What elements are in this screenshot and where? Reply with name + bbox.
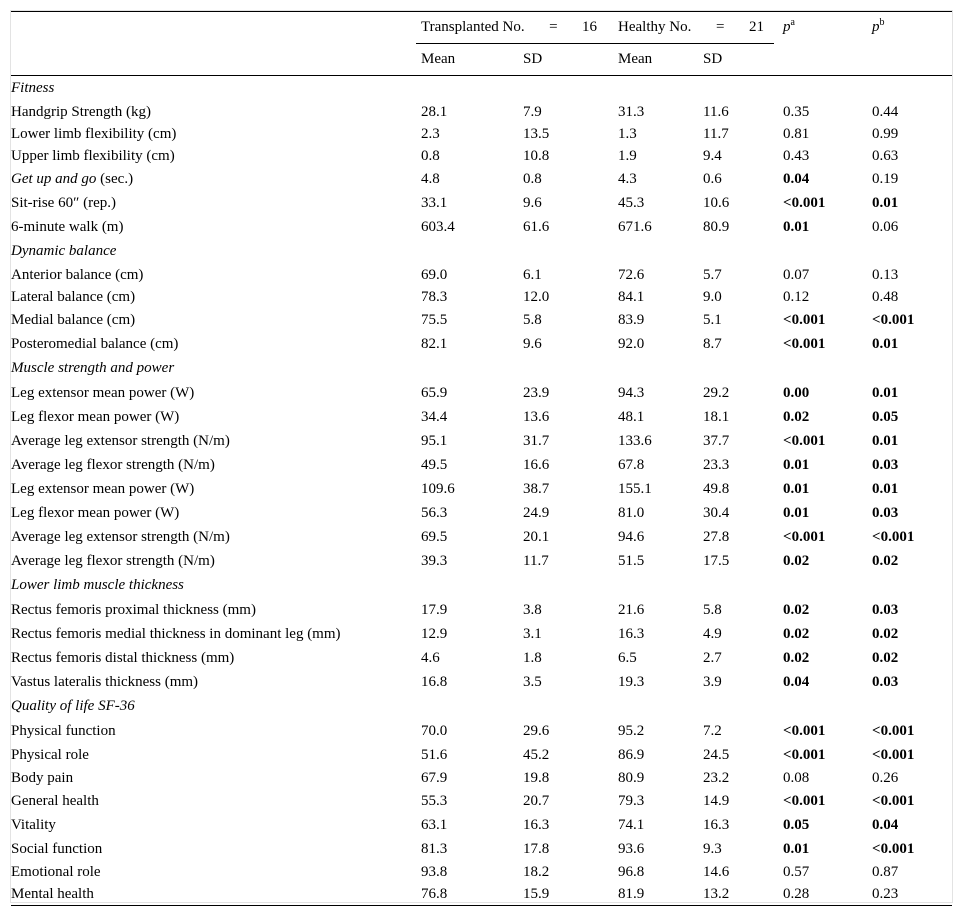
p-value-a: 0.04: [783, 170, 810, 187]
p-value-b: 0.03: [872, 456, 899, 473]
p-value-a: <0.001: [783, 335, 826, 352]
transplanted-sd: 1.8: [523, 649, 542, 666]
transplanted-group-header: [416, 12, 611, 44]
transplanted-mean: 67.9: [421, 769, 448, 786]
healthy-sd: 18.1: [703, 408, 730, 425]
row-label: Body pain: [11, 769, 74, 786]
table-row: [11, 789, 952, 813]
header-row-groups: [11, 12, 952, 44]
table-body: [11, 76, 952, 906]
p-value-b: 0.03: [872, 601, 899, 618]
transplanted-mean: 69.0: [421, 266, 448, 283]
transplanted-sd: 3.1: [523, 625, 542, 642]
p-value-b: 0.01: [872, 432, 899, 449]
p-value-a: <0.001: [783, 746, 826, 763]
bottom-rule: [11, 905, 952, 906]
p-value-a: 0.02: [783, 649, 810, 666]
pa-header: $p^a$: [774, 12, 863, 44]
transplanted-sd: 15.9: [523, 885, 550, 902]
p-value-b: 0.23: [872, 885, 899, 902]
transplanted-mean: 70.0: [421, 722, 448, 739]
healthy-mean: 74.1: [618, 816, 645, 833]
p-value-b: 0.01: [872, 384, 899, 401]
h-sd-header: SD: [696, 44, 774, 76]
transplanted-sd: 61.6: [523, 218, 550, 235]
healthy-mean: 81.0: [618, 504, 645, 521]
p-value-b: 0.19: [872, 170, 899, 187]
healthy-mean: 67.8: [618, 456, 645, 473]
healthy-mean: 16.3: [618, 625, 645, 642]
p-value-a: 0.28: [783, 885, 810, 902]
row-label: Average leg flexor strength (N/m): [11, 552, 215, 569]
row-label: General health: [11, 792, 99, 809]
healthy-mean: 80.9: [618, 769, 645, 786]
healthy-sd: 9.4: [703, 147, 722, 164]
row-label: Sit-rise 60″ (rep.): [11, 194, 116, 211]
row-label: Rectus femoris distal thickness (mm): [11, 649, 235, 666]
healthy-sd: 16.3: [703, 816, 730, 833]
transplanted-sd: 31.7: [523, 432, 550, 449]
healthy-mean: 79.3: [618, 792, 645, 809]
table-row: [11, 670, 952, 694]
p-value-b: 0.48: [872, 288, 899, 305]
healthy-group-header: [611, 12, 774, 44]
section-row: [11, 239, 952, 264]
table-row: [11, 622, 952, 646]
section-title: Muscle strength and power: [11, 360, 175, 376]
p-value-b: <0.001: [872, 528, 915, 545]
p-value-b: 0.26: [872, 769, 899, 786]
table-row: [11, 286, 952, 308]
table-row: [11, 646, 952, 670]
row-label: Anterior balance (cm): [11, 266, 144, 283]
table-row: [11, 861, 952, 883]
p-value-a: <0.001: [783, 722, 826, 739]
healthy-sd: 11.7: [703, 125, 729, 142]
row-label: Rectus femoris proximal thickness (mm): [11, 601, 256, 618]
transplanted-mean: 75.5: [421, 311, 448, 328]
healthy-mean: 72.6: [618, 266, 645, 283]
healthy-mean: 48.1: [618, 408, 645, 425]
p-value-a: 0.43: [783, 147, 810, 164]
p-value-a: 0.12: [783, 288, 810, 305]
row-label: Average leg flexor strength (N/m): [11, 456, 215, 473]
table-row: [11, 191, 952, 215]
healthy-sd: 5.8: [703, 601, 722, 618]
table-row: [11, 477, 952, 501]
transplanted-mean: 4.6: [421, 649, 440, 666]
transplanted-mean: 16.8: [421, 673, 448, 690]
p-value-b: <0.001: [872, 840, 915, 857]
healthy-sd: 29.2: [703, 384, 730, 401]
table-row: [11, 598, 952, 622]
p-value-b: 0.02: [872, 649, 899, 666]
h-mean-header: Mean: [611, 44, 696, 76]
transplanted-mean: 49.5: [421, 456, 448, 473]
row-label: 6-minute walk (m): [11, 218, 124, 235]
healthy-n: 21: [749, 19, 765, 35]
p-value-a: 0.01: [783, 218, 810, 235]
p-value-a: 0.02: [783, 552, 810, 569]
transplanted-sd: 29.6: [523, 722, 550, 739]
p-value-a: <0.001: [783, 528, 826, 545]
row-label: Vastus lateralis thickness (mm): [11, 673, 199, 690]
table-row: [11, 381, 952, 405]
healthy-sd: 4.9: [703, 625, 722, 642]
transplanted-mean: 81.3: [421, 840, 448, 857]
healthy-mean: 133.6: [618, 432, 652, 449]
healthy-sd: 11.6: [703, 103, 729, 120]
healthy-mean: 95.2: [618, 722, 645, 739]
table-row: [11, 743, 952, 767]
transplanted-sd: 12.0: [523, 288, 550, 305]
table-row: [11, 123, 952, 145]
transplanted-mean: 4.8: [421, 170, 440, 187]
transplanted-sd: 18.2: [523, 863, 550, 880]
row-label-text: (sec.): [96, 170, 134, 187]
p-value-b: 0.13: [872, 266, 899, 283]
transplanted-mean: 65.9: [421, 384, 448, 401]
row-label: Average leg extensor strength (N/m): [11, 528, 230, 545]
table-row: [11, 332, 952, 356]
p-value-a: 0.01: [783, 456, 810, 473]
transplanted-sd: 19.8: [523, 769, 550, 786]
healthy-sd: 49.8: [703, 480, 730, 497]
p-value-a: 0.57: [783, 863, 810, 880]
transplanted-mean: 82.1: [421, 335, 448, 352]
transplanted-sd: 6.1: [523, 266, 542, 283]
transplanted-sd: 16.6: [523, 456, 550, 473]
transplanted-label: Transplanted No.: [421, 19, 525, 35]
table-row: [11, 813, 952, 837]
healthy-mean: 21.6: [618, 601, 645, 618]
table-row: [11, 883, 952, 905]
row-label: Upper limb flexibility (cm): [11, 147, 175, 164]
row-label: Posteromedial balance (cm): [11, 335, 179, 352]
row-label: Physical role: [11, 746, 89, 763]
row-label: Medial balance (cm): [11, 311, 136, 328]
table-row: [11, 405, 952, 429]
p-value-a: 0.08: [783, 769, 810, 786]
transplanted-sd: 13.5: [523, 125, 550, 142]
pb-header: $p^b$: [863, 12, 952, 44]
p-value-a: 0.04: [783, 673, 810, 690]
table-row: [11, 264, 952, 286]
table-row: [11, 167, 952, 191]
healthy-sd: 9.3: [703, 840, 722, 857]
table-row: [11, 453, 952, 477]
healthy-sd: 80.9: [703, 218, 730, 235]
table-row: [11, 767, 952, 789]
header-row-stats: [11, 44, 952, 76]
transplanted-mean: 63.1: [421, 816, 448, 833]
p-value-a: <0.001: [783, 311, 826, 328]
p-value-b: 0.03: [872, 673, 899, 690]
p-value-a: 0.01: [783, 480, 810, 497]
transplanted-sd: 11.7: [523, 552, 549, 569]
p-value-a: 0.35: [783, 103, 810, 120]
healthy-sd: 8.7: [703, 335, 722, 352]
transplanted-mean: 51.6: [421, 746, 448, 763]
healthy-mean: 155.1: [618, 480, 652, 497]
p-value-a: 0.02: [783, 625, 810, 642]
p-value-b: 0.99: [872, 125, 899, 142]
healthy-sd: 27.8: [703, 528, 730, 545]
healthy-sd: 24.5: [703, 746, 730, 763]
row-label: Leg flexor mean power (W): [11, 504, 180, 521]
section-title: Quality of life SF-36: [11, 698, 135, 714]
row-label: Rectus femoris medial thickness in dominant leg (mm): [11, 625, 341, 642]
healthy-mean: 4.3: [618, 170, 637, 187]
table-row: [11, 501, 952, 525]
row-label: Emotional role: [11, 863, 101, 880]
healthy-mean: 81.9: [618, 885, 645, 902]
transplanted-sd: 20.7: [523, 792, 550, 809]
healthy-sd: 7.2: [703, 722, 722, 739]
transplanted-sd: 20.1: [523, 528, 550, 545]
transplanted-mean: 34.4: [421, 408, 448, 425]
healthy-sd: 10.6: [703, 194, 730, 211]
healthy-mean: 96.8: [618, 863, 645, 880]
section-title: Fitness: [11, 80, 55, 96]
section-row: [11, 694, 952, 719]
healthy-label: Healthy No.: [618, 19, 692, 35]
p-value-b: 0.01: [872, 480, 899, 497]
transplanted-mean: 69.5: [421, 528, 448, 545]
transplanted-sd: 5.8: [523, 311, 542, 328]
p-value-b: 0.44: [872, 103, 899, 120]
table-row: [11, 101, 952, 123]
p-value-a: 0.02: [783, 601, 810, 618]
p-value-b: 0.87: [872, 863, 899, 880]
section-row: [11, 76, 952, 102]
healthy-sd: 30.4: [703, 504, 730, 521]
transplanted-sd: 9.6: [523, 335, 542, 352]
p-value-b: <0.001: [872, 746, 915, 763]
p-value-a: <0.001: [783, 432, 826, 449]
p-value-b: 0.63: [872, 147, 899, 164]
healthy-mean: 84.1: [618, 288, 645, 305]
table-row: [11, 837, 952, 861]
healthy-sd: 13.2: [703, 885, 730, 902]
p-value-a: 0.07: [783, 266, 810, 283]
row-label: Mental health: [11, 885, 94, 902]
transplanted-mean: 55.3: [421, 792, 448, 809]
p-value-b: 0.02: [872, 625, 899, 642]
table-row: [11, 215, 952, 239]
row-label: Leg flexor mean power (W): [11, 408, 180, 425]
healthy-sd: 3.9: [703, 673, 722, 690]
healthy-sd: 37.7: [703, 432, 730, 449]
transplanted-mean: 28.1: [421, 103, 448, 120]
healthy-mean: 45.3: [618, 194, 645, 211]
transplanted-mean: 603.4: [421, 218, 455, 235]
transplanted-sd: 17.8: [523, 840, 550, 857]
transplanted-sd: 7.9: [523, 103, 542, 120]
t-mean-header: Mean: [416, 44, 518, 76]
transplanted-mean: 17.9: [421, 601, 448, 618]
healthy-sd: 5.7: [703, 266, 722, 283]
section-title: Dynamic balance: [11, 243, 117, 259]
healthy-sd: 17.5: [703, 552, 730, 569]
section-title: Lower limb muscle thickness: [11, 577, 184, 593]
row-label: Vitality: [11, 816, 56, 833]
healthy-mean: 671.6: [618, 218, 652, 235]
healthy-mean: 31.3: [618, 103, 645, 120]
table-row: [11, 429, 952, 453]
transplanted-eq: =: [549, 19, 558, 35]
p-value-a: 0.00: [783, 384, 810, 401]
row-label: Leg extensor mean power (W): [11, 384, 195, 401]
t-sd-header: SD: [518, 44, 611, 76]
p-value-b: 0.02: [872, 552, 899, 569]
p-value-a: 0.81: [783, 125, 810, 142]
healthy-sd: 23.2: [703, 769, 730, 786]
transplanted-mean: 78.3: [421, 288, 448, 305]
transplanted-sd: 45.2: [523, 746, 550, 763]
healthy-mean: 51.5: [618, 552, 645, 569]
transplanted-mean: 2.3: [421, 125, 440, 142]
section-row: [11, 356, 952, 381]
transplanted-mean: 93.8: [421, 863, 448, 880]
row-label: [11, 167, 416, 191]
results-table: [11, 11, 952, 906]
transplanted-sd: 10.8: [523, 147, 550, 164]
table-row: [11, 525, 952, 549]
transplanted-sd: 3.8: [523, 601, 542, 618]
section-row: [11, 573, 952, 598]
p-value-a: <0.001: [783, 792, 826, 809]
transplanted-sd: 13.6: [523, 408, 550, 425]
p-value-b: <0.001: [872, 722, 915, 739]
transplanted-sd: 24.9: [523, 504, 550, 521]
transplanted-n: 16: [582, 19, 598, 35]
p-value-a: <0.001: [783, 194, 826, 211]
p-value-a: 0.05: [783, 816, 810, 833]
transplanted-sd: 9.6: [523, 194, 542, 211]
p-value-b: 0.03: [872, 504, 899, 521]
row-label: Lower limb flexibility (cm): [11, 125, 177, 142]
p-value-b: 0.01: [872, 335, 899, 352]
transplanted-mean: 56.3: [421, 504, 448, 521]
transplanted-mean: 0.8: [421, 147, 440, 164]
healthy-sd: 23.3: [703, 456, 730, 473]
healthy-sd: 9.0: [703, 288, 722, 305]
transplanted-sd: 23.9: [523, 384, 550, 401]
p-value-b: <0.001: [872, 792, 915, 809]
header-blank: [11, 12, 416, 44]
p-value-b: 0.05: [872, 408, 899, 425]
table-row: [11, 145, 952, 167]
healthy-eq: =: [715, 19, 725, 35]
healthy-sd: 14.6: [703, 863, 730, 880]
p-value-b: 0.01: [872, 194, 899, 211]
healthy-mean: 93.6: [618, 840, 645, 857]
table-row: [11, 308, 952, 332]
healthy-mean: 94.6: [618, 528, 645, 545]
transplanted-mean: 76.8: [421, 885, 448, 902]
row-label-italic: Get up and go: [11, 170, 97, 187]
healthy-sd: 0.6: [703, 170, 722, 187]
transplanted-sd: 3.5: [523, 673, 542, 690]
row-label: Handgrip Strength (kg): [11, 103, 151, 120]
row-label: Social function: [11, 840, 103, 857]
row-label: Physical function: [11, 722, 116, 739]
transplanted-mean: 33.1: [421, 194, 448, 211]
healthy-mean: 19.3: [618, 673, 645, 690]
transplanted-sd: 38.7: [523, 480, 550, 497]
transplanted-sd: 16.3: [523, 816, 550, 833]
healthy-sd: 5.1: [703, 311, 722, 328]
row-label: Lateral balance (cm): [11, 288, 136, 305]
healthy-mean: 92.0: [618, 335, 645, 352]
transplanted-mean: 39.3: [421, 552, 448, 569]
p-value-b: 0.06: [872, 218, 899, 235]
p-value-a: 0.02: [783, 408, 810, 425]
row-label: Average leg extensor strength (N/m): [11, 432, 230, 449]
p-value-a: 0.01: [783, 840, 810, 857]
transplanted-sd: 0.8: [523, 170, 542, 187]
p-value-a: 0.01: [783, 504, 810, 521]
transplanted-mean: 95.1: [421, 432, 448, 449]
table-row: [11, 719, 952, 743]
transplanted-mean: 12.9: [421, 625, 448, 642]
healthy-mean: 83.9: [618, 311, 645, 328]
healthy-sd: 2.7: [703, 649, 722, 666]
table-row: [11, 549, 952, 573]
p-value-b: <0.001: [872, 311, 915, 328]
healthy-mean: 86.9: [618, 746, 645, 763]
healthy-mean: 1.9: [618, 147, 637, 164]
transplanted-mean: 109.6: [421, 480, 455, 497]
healthy-sd: 14.9: [703, 792, 730, 809]
healthy-mean: 94.3: [618, 384, 645, 401]
healthy-mean: 6.5: [618, 649, 637, 666]
row-label: Leg extensor mean power (W): [11, 480, 195, 497]
healthy-mean: 1.3: [618, 125, 637, 142]
p-value-b: 0.04: [872, 816, 899, 833]
